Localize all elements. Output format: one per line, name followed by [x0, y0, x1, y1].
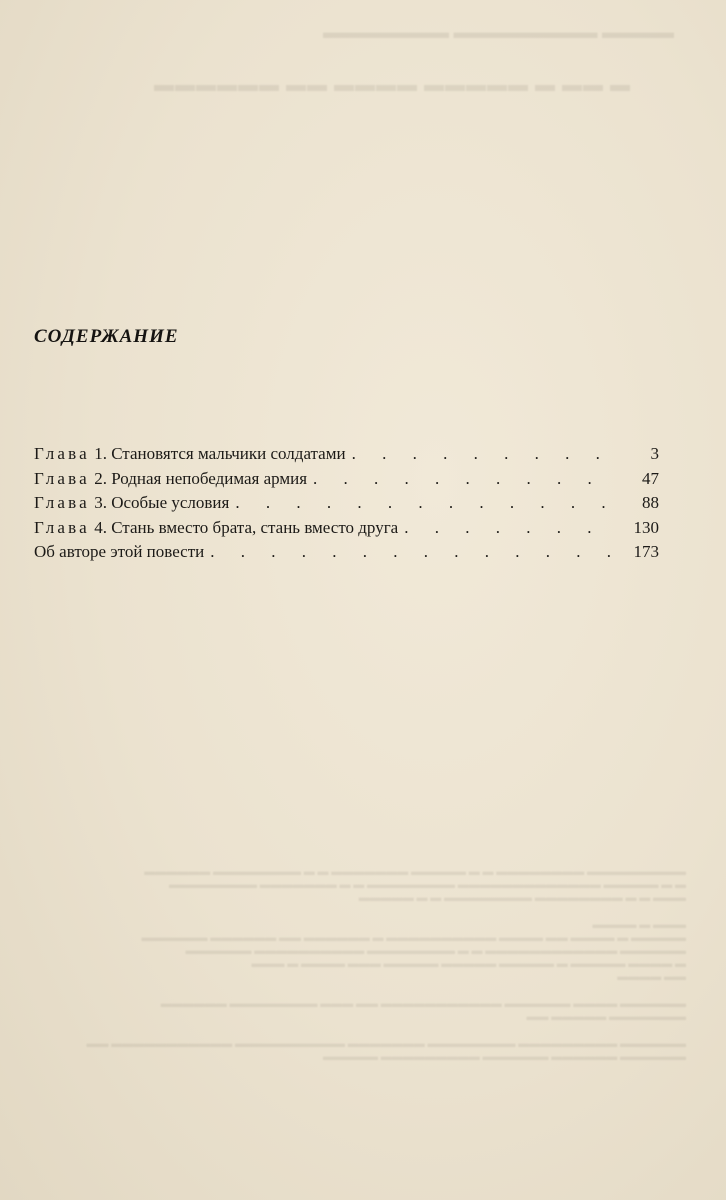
toc-entry-title: Глава 3. Особые условия: [34, 493, 230, 512]
toc-page-number: 173: [633, 542, 659, 561]
toc-entry-title: Глава 2. Родная непобедимая армия: [34, 468, 308, 488]
toc-entry-chapter-1[interactable]: [34, 442, 659, 467]
table-of-contents: [34, 442, 659, 565]
toc-entry-chapter-4[interactable]: [34, 516, 659, 541]
toc-page-number: 88: [642, 493, 659, 512]
show-through-imprint: ▬▬▬▬▬▬▬▬▬ ▬▬▬▬▬▬▬▬ ▬ ▬ ▬▬▬▬▬ ▬▬▬▬▬▬▬ ▬ ▬ ▬▬▬▬▬▬▬▬ ▬▬▬▬▬▬ ▬ ▬ ▬▬▬▬▬ ▬▬▬▬▬▬▬▬▬▬▬▬▬ ▬▬▬▬▬▬▬▬ ▬ ▬ ▬▬▬▬▬▬▬ ▬▬▬▬▬▬▬▬ ▬▬▬ ▬ ▬ ▬▬▬▬▬▬▬▬ ▬▬▬▬▬▬▬▬ ▬ ▬ ▬▬▬▬▬ ▬▬▬ ▬ ▬▬▬▬ ▬▬▬▬▬ ▬ ▬▬▬▬ ▬▬ ▬▬▬▬ ▬▬▬▬▬▬▬▬▬▬ ▬ ▬▬▬▬▬▬ ▬▬ ▬▬▬▬▬▬ ▬▬▬▬▬▬ ▬▬▬▬▬▬ ▬▬▬▬▬▬▬▬▬▬▬▬ ▬ ▬ ▬▬▬▬▬▬▬▬ ▬▬▬▬▬▬▬▬▬▬ ▬▬▬▬▬▬ ▬ ▬▬▬▬ ▬▬▬▬▬ ▬ ▬▬▬▬▬ ▬▬▬▬▬ ▬▬▬▬▬ ▬▬▬ ▬▬▬▬ ▬ ▬▬▬ ▬▬ ▬▬▬▬ ▬▬▬▬▬▬ ▬▬▬▬ ▬▬▬▬▬▬ ▬▬▬▬▬▬▬▬▬▬▬ ▬▬ ▬▬▬ ▬▬▬▬▬▬▬▬ ▬▬▬▬▬▬ ▬▬▬▬▬▬▬ ▬▬▬▬▬ ▬▬ ▬▬▬▬▬▬ ▬▬▬▬▬▬▬▬▬ ▬▬▬▬▬▬▬▬ ▬▬▬▬▬▬▬ ▬▬▬▬▬▬▬▬▬▬ ▬▬▬▬▬▬▬▬▬▬▬ ▬▬ ▬▬▬▬▬▬ ▬▬▬▬▬▬ ▬▬▬▬▬▬ ▬▬▬▬▬▬▬▬▬ ▬▬▬▬▬: [86, 866, 686, 1063]
toc-entry-title: Глава 4. Стань вместо брата, стань вместо друга: [34, 517, 399, 537]
dot-leader: [404, 516, 615, 541]
toc-entry-about-author[interactable]: [34, 540, 659, 565]
dot-leader: [210, 540, 615, 565]
toc-entry-title: Об авторе этой повести: [34, 542, 205, 561]
toc-page-number: 130: [633, 517, 659, 537]
dot-leader: [235, 491, 615, 516]
toc-entry-chapter-2[interactable]: [34, 467, 659, 492]
toc-entry-chapter-3[interactable]: [34, 491, 659, 516]
toc-entry-title: Глава 1. Становятся мальчики солдатами: [34, 444, 346, 463]
dot-leader: [313, 467, 615, 492]
show-through-title: ▬ ▬▬ ▬ ▬▬▬▬▬ ▬▬▬▬ ▬▬ ▬▬▬▬▬▬: [153, 74, 630, 96]
contents-heading: СОДЕРЖАНИЕ: [34, 326, 179, 347]
toc-page-number: 3: [650, 444, 659, 463]
toc-page-number: 47: [642, 468, 659, 488]
show-through-author: ▬▬▬▬ ▬▬▬▬▬▬▬▬ ▬▬▬▬▬▬▬: [323, 22, 674, 42]
dot-leader: [352, 442, 615, 467]
